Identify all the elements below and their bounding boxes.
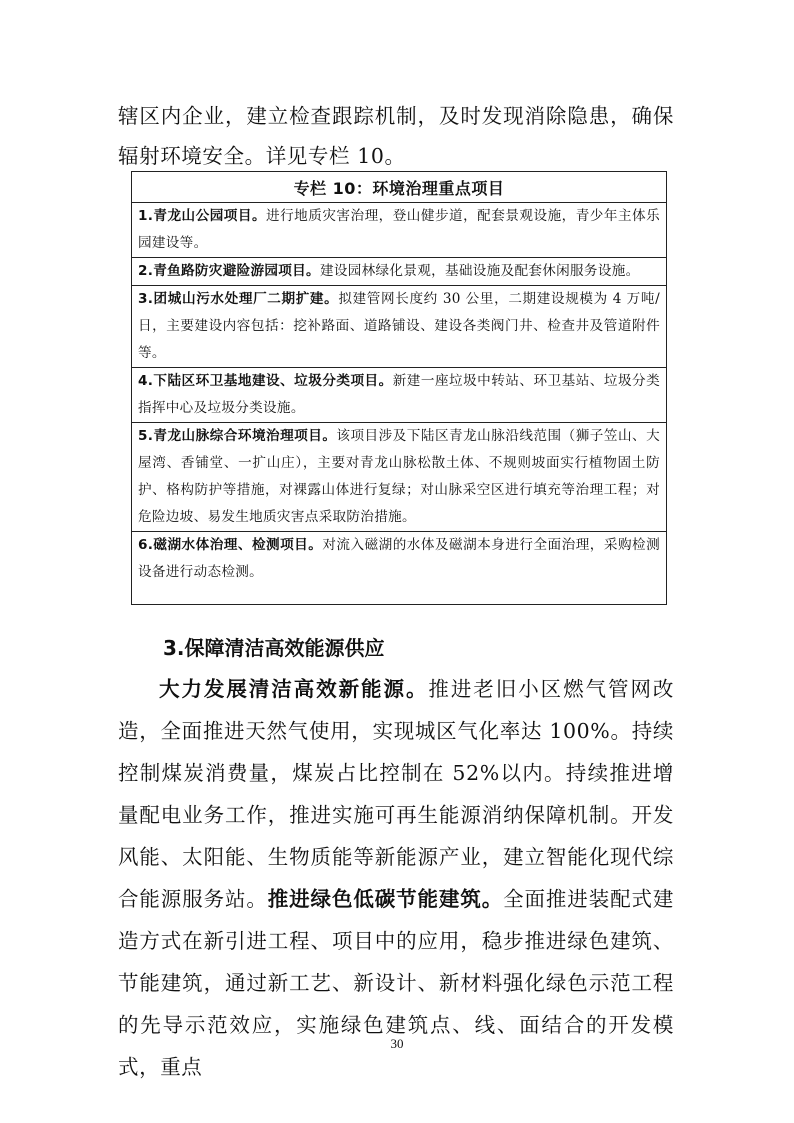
- project-item-text: 新建一座垃圾中转站、环卫基站、垃圾分类指挥中心及垃圾分类设施。: [138, 373, 660, 416]
- project-item-text: 该项目涉及下陆区青龙山脉沿线范围（狮子笠山、大屋湾、香铺堂、一扩山庄），主要对青龙山脉松散土体、不规则坡面实行植物固土防护、格构防护等措施，对裸露山体进行复绿；对山脉采空区进行填充等治理工程；对危险边坡、易发生地质灾害点采取防治措施。: [138, 428, 660, 525]
- paragraph-lead: 推进绿色低碳节能建筑。: [267, 887, 504, 911]
- project-item-2: [132, 258, 666, 286]
- project-item-5: [132, 423, 666, 532]
- energy-paragraph: [118, 668, 674, 1088]
- project-item-6: [132, 532, 666, 586]
- feature-box: [131, 171, 667, 605]
- project-item-text: 拟建管网长度约 30 公里，二期建设规模为 4 万吨/日，主要建设内容包括：挖补路面、道路铺设、建设各类阀门井、检查井及管道附件等。: [138, 291, 660, 361]
- project-item-text: 进行地质灾害治理，登山健步道，配套景观设施，青少年主体乐园建设等。: [138, 208, 660, 251]
- intro-paragraph: 辖区内企业，建立检查跟踪机制，及时发现消除隐患，确保辐射环境安全。详见专栏 10。: [118, 104, 674, 168]
- project-item-lead: 5.青龙山脉综合环境治理项目。: [138, 428, 337, 444]
- project-item-lead: 6.磁湖水体治理、检测项目。: [138, 537, 323, 553]
- project-item-1: [132, 203, 666, 258]
- project-item-4: [132, 368, 666, 423]
- project-item-lead: 1.青龙山公园项目。: [138, 208, 267, 224]
- project-item-text: 对流入磁湖的水体及磁湖本身进行全面治理，采购检测设备进行动态检测。: [138, 537, 660, 580]
- paragraph-text: 全面推进装配式建造方式在新引进工程、项目中的应用，稳步推进绿色建筑、节能建筑，通过新工艺、新设计、新材料强化绿色示范工程的先导示范效应，实施绿色建筑点、线、面结合的开发模式，重点: [118, 887, 674, 1079]
- feature-box-title: 专栏 10：环境治理重点项目: [132, 172, 666, 203]
- project-item-text: 建设园林绿化景观，基础设施及配套休闲服务设施。: [319, 263, 640, 279]
- paragraph-text: 推进老旧小区燃气管网改造，全面推进天然气使用，实现城区气化率达 100%。持续控制煤炭消费量，煤炭占比控制在 52%以内。持续推进增量配电业务工作，推进实施可再生能源消纳保障机制。开发风能、太阳能、生物质能等新能源产业，建立智能化现代综合能源服务站。: [118, 677, 674, 911]
- project-item-lead: 4.下陆区环卫基地建设、垃圾分类项目。: [138, 373, 393, 389]
- section-heading: 3.保障清洁高效能源供应: [163, 636, 385, 660]
- page-number: 30: [390, 1036, 404, 1051]
- project-item-3: [132, 286, 666, 368]
- project-item-lead: 2.青鱼路防灾避险游园项目。: [138, 263, 320, 279]
- paragraph-lead: 大力发展清洁高效新能源。: [159, 677, 429, 701]
- project-item-lead: 3.团城山污水处理厂二期扩建。: [138, 291, 339, 307]
